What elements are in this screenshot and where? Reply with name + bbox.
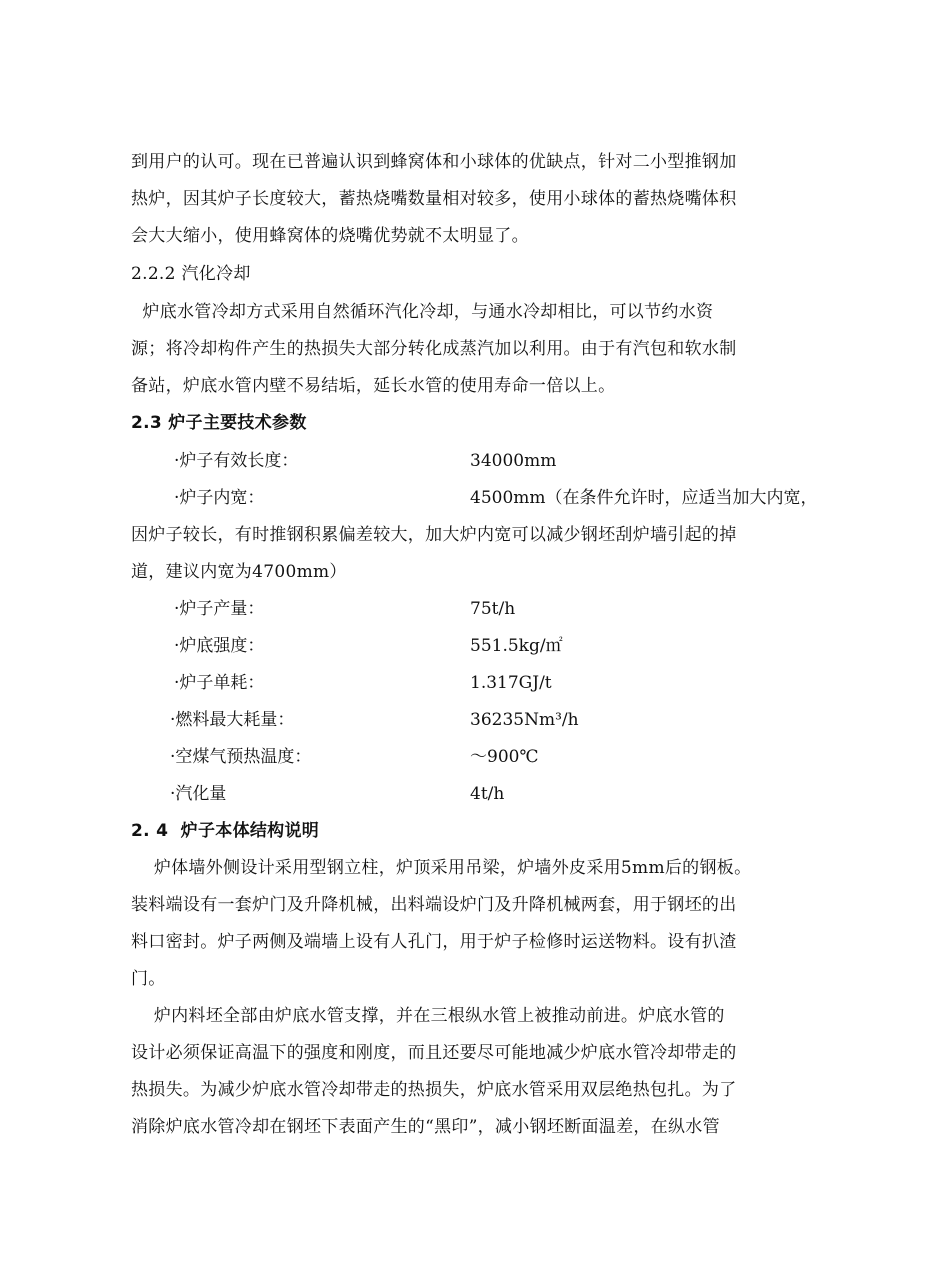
param-value: 4t/h	[470, 784, 505, 804]
para3-line: 门。	[131, 969, 166, 989]
param-value: 1.317GJ/t	[470, 673, 552, 693]
para1-line: 到用户的认可。现在已普遍认识到蜂窝体和小球体的优缺点，针对二小型推钢加	[131, 152, 737, 172]
param-continuation: 道，建议内宽为4700mm）	[131, 562, 347, 582]
para2-line: 炉底水管冷却方式采用自然循环汽化冷却，与通水冷却相比，可以节约水资	[131, 302, 714, 322]
param-value: 551.5kg/㎡	[470, 636, 563, 656]
param-label: ·炉子有效长度：	[174, 451, 299, 471]
para3-line: 炉体墙外侧设计采用型钢立柱，炉顶采用吊梁，炉墙外皮采用5mm后的钢板。	[131, 858, 752, 878]
para4-line: 设计必须保证高温下的强度和刚度，而且还要尽可能地减少炉底水管冷却带走的	[131, 1043, 737, 1063]
param-label: ·炉子产量：	[174, 599, 265, 619]
section-2-2-2-heading: 2.2.2 汽化冷却	[131, 264, 251, 284]
param-value: 4500mm（在条件允许时，应适当加大内宽，	[470, 488, 818, 508]
param-value: 36235Nm³/h	[470, 710, 579, 730]
section-2-3-heading: 2.3 炉子主要技术参数	[131, 413, 307, 433]
param-value: 34000mm	[470, 451, 557, 471]
para4-line: 炉内料坯全部由炉底水管支撑，并在三根纵水管上被推动前进。炉底水管的	[131, 1006, 725, 1026]
param-value: 75t/h	[470, 599, 516, 619]
section-2-4-heading: 2. 4 炉子本体结构说明	[131, 821, 320, 841]
param-continuation: 因炉子较长，有时推钢积累偏差较大，加大炉内宽可以减少钢坯刮炉墙引起的掉	[131, 525, 737, 545]
para2-line: 备站，炉底水管内壁不易结垢，延长水管的使用寿命一倍以上。	[131, 376, 616, 396]
param-value: ～900℃	[470, 747, 539, 767]
param-label: ·燃料最大耗量：	[170, 710, 295, 730]
param-label: ·炉子内宽：	[174, 488, 265, 508]
param-label: ·炉底强度：	[174, 636, 265, 656]
para4-line: 热损失。为减少炉底水管冷却带走的热损失，炉底水管采用双层绝热包扎。为了	[131, 1080, 737, 1100]
para3-line: 料口密封。炉子两侧及端墙上设有人孔门，用于炉子检修时运送物料。设有扒渣	[131, 932, 737, 952]
param-label: ·炉子单耗：	[174, 673, 265, 693]
param-label: ·空煤气预热温度：	[170, 747, 312, 767]
para1-line: 热炉，因其炉子长度较大，蓄热烧嘴数量相对较多，使用小球体的蓄热烧嘴体积	[131, 189, 737, 209]
para4-line: 消除炉底水管冷却在钢坯下表面产生的“黑印”，减小钢坯断面温差，在纵水管	[131, 1117, 720, 1137]
para2-line: 源；将冷却构件产生的热损失大部分转化成蒸汽加以利用。由于有汽包和软水制	[131, 339, 737, 359]
para1-line: 会大大缩小，使用蜂窝体的烧嘴优势就不太明显了。	[131, 226, 529, 246]
param-label: ·汽化量	[170, 784, 227, 804]
para3-line: 装料端设有一套炉门及升降机械，出料端设炉门及升降机械两套，用于钢坯的出	[131, 895, 737, 915]
